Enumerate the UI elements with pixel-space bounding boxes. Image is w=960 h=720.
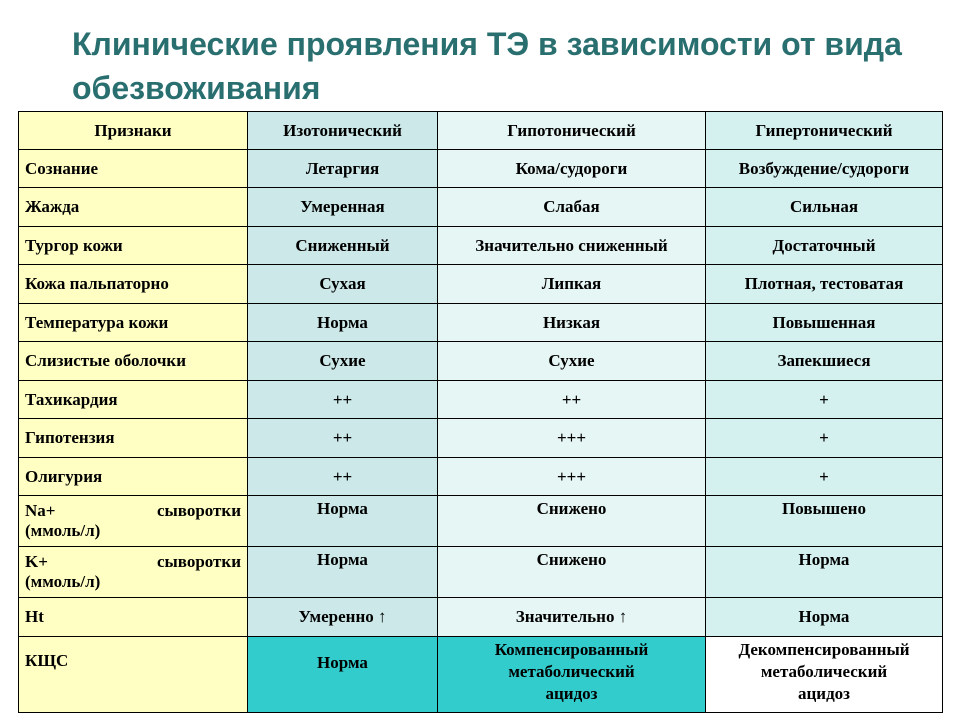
cell-isotonic: Норма: [248, 547, 438, 598]
header-hypertonic: Гипертонический: [706, 112, 943, 150]
slide-title: Клинические проявления ТЭ в зависимости от вида обезвоживания: [72, 26, 902, 106]
cell-isotonic: Норма: [248, 304, 438, 342]
table-row: [19, 150, 943, 188]
cell-isotonic: Норма: [248, 637, 438, 713]
cell-hypertonic: Норма: [706, 547, 943, 598]
table-row: [19, 419, 943, 458]
table-header-row: [19, 112, 943, 150]
cell-hypotonic: +++: [438, 458, 706, 496]
cell-hypotonic: Низкая: [438, 304, 706, 342]
row-sign: [19, 547, 248, 598]
row-sign: Сознание: [19, 150, 248, 188]
row-sign: Тахикардия: [19, 381, 248, 419]
header-isotonic: Изотонический: [248, 112, 438, 150]
cell-hypotonic: Компенсированный метаболический ацидоз: [438, 637, 706, 713]
cell-hypertonic: Повышенная: [706, 304, 943, 342]
table-row: [19, 547, 943, 598]
row-sign: Слизистые оболочки: [19, 342, 248, 381]
row-sign: Гипотензия: [19, 419, 248, 458]
row-sign: Тургор кожи: [19, 227, 248, 265]
cell-hypotonic: ++: [438, 381, 706, 419]
cell-hypertonic: Норма: [706, 598, 943, 637]
row-sign-unit: (ммоль/л): [25, 572, 101, 591]
cell-isotonic: Умеренная: [248, 188, 438, 227]
row-sign-ion: Na+: [25, 501, 56, 520]
cell-hypertonic: Запекшиеся: [706, 342, 943, 381]
row-sign: Кожа пальпаторно: [19, 265, 248, 304]
table-row: [19, 381, 943, 419]
cell-hypotonic: Слабая: [438, 188, 706, 227]
cell-hypotonic: +++: [438, 419, 706, 458]
row-sign: [19, 496, 248, 547]
cell-hypertonic: Повышено: [706, 496, 943, 547]
row-sign: Олигурия: [19, 458, 248, 496]
row-sign: Ht: [19, 598, 248, 637]
table-row: [19, 598, 943, 637]
cell-hypotonic: Липкая: [438, 265, 706, 304]
cell-hypertonic: +: [706, 458, 943, 496]
cell-hypotonic: Сухие: [438, 342, 706, 381]
cell-isotonic: ++: [248, 381, 438, 419]
cell-hypertonic: Плотная, тестоватая: [706, 265, 943, 304]
cell-hypertonic: Возбуждение/судороги: [706, 150, 943, 188]
row-sign-unit: (ммоль/л): [25, 521, 101, 540]
cell-isotonic: Умеренно ↑: [248, 598, 438, 637]
cell-hypertonic: Достаточный: [706, 227, 943, 265]
row-sign-serum: сыворотки: [156, 501, 241, 520]
row-sign-ion: K+: [25, 552, 48, 571]
table-row: [19, 637, 943, 713]
cell-hypotonic: Снижено: [438, 547, 706, 598]
dehydration-table: [18, 111, 943, 713]
table-row: [19, 265, 943, 304]
cell-isotonic: Сниженный: [248, 227, 438, 265]
cell-hypotonic: Снижено: [438, 496, 706, 547]
table-row: [19, 342, 943, 381]
table-row: [19, 188, 943, 227]
cell-isotonic: Сухие: [248, 342, 438, 381]
table-row: [19, 304, 943, 342]
row-sign: Жажда: [19, 188, 248, 227]
header-hypotonic: Гипотонический: [438, 112, 706, 150]
cell-isotonic: Норма: [248, 496, 438, 547]
cell-hypotonic: Значительно сниженный: [438, 227, 706, 265]
cell-isotonic: ++: [248, 458, 438, 496]
cell-hypotonic: Значительно ↑: [438, 598, 706, 637]
cell-isotonic: Сухая: [248, 265, 438, 304]
cell-hypotonic: Кома/судороги: [438, 150, 706, 188]
table-row: [19, 227, 943, 265]
table-row: [19, 458, 943, 496]
cell-isotonic: Летаргия: [248, 150, 438, 188]
cell-isotonic: ++: [248, 419, 438, 458]
row-sign: Температура кожи: [19, 304, 248, 342]
table-row: [19, 496, 943, 547]
row-sign-serum: сыворотки: [156, 552, 241, 571]
row-sign: КЩС: [19, 637, 248, 713]
cell-hypertonic: +: [706, 419, 943, 458]
cell-hypertonic: Сильная: [706, 188, 943, 227]
header-signs: Признаки: [19, 112, 248, 150]
cell-hypertonic: +: [706, 381, 943, 419]
cell-hypertonic: Декомпенсированный метаболический ацидоз: [706, 637, 943, 713]
